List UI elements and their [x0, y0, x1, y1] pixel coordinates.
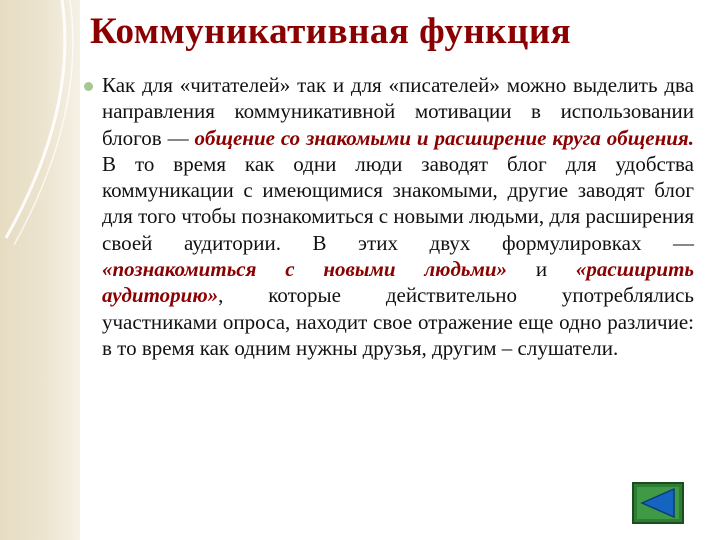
paragraph-text: В то время как одни люди заводят блог для удобства коммуникации с имеющимися знакомыми, другие заводят блог для того чтобы познакомиться с новыми людьми, для расширения своей аудитории. В этих двух формулировках — [102, 151, 694, 255]
paragraph-text: Как для «читателей» так и для «писателей» можно выделить два направления коммуникативной мотивации в использовании блогов — [102, 73, 694, 150]
back-button[interactable] [632, 482, 684, 524]
back-arrow-icon [634, 484, 682, 522]
highlight-phrase: «познакомиться с новыми людьми» [102, 257, 508, 282]
paragraph-text: , которые действительно употреблялись участниками опроса, находит свое отражение еще одно различие: в то время как одним нужны друзья, другим – слушатели. [102, 283, 694, 360]
bullet-dot [84, 82, 93, 91]
highlight-phrase: общение со знакомыми и расширение круга общения. [194, 125, 694, 150]
body-paragraph [102, 72, 694, 361]
decorative-curve [0, 0, 100, 250]
slide-title: Коммуникативная функция [90, 11, 572, 52]
paragraph-text: и [507, 257, 576, 282]
highlight-phrase: «расширить аудиторию» [102, 257, 694, 308]
